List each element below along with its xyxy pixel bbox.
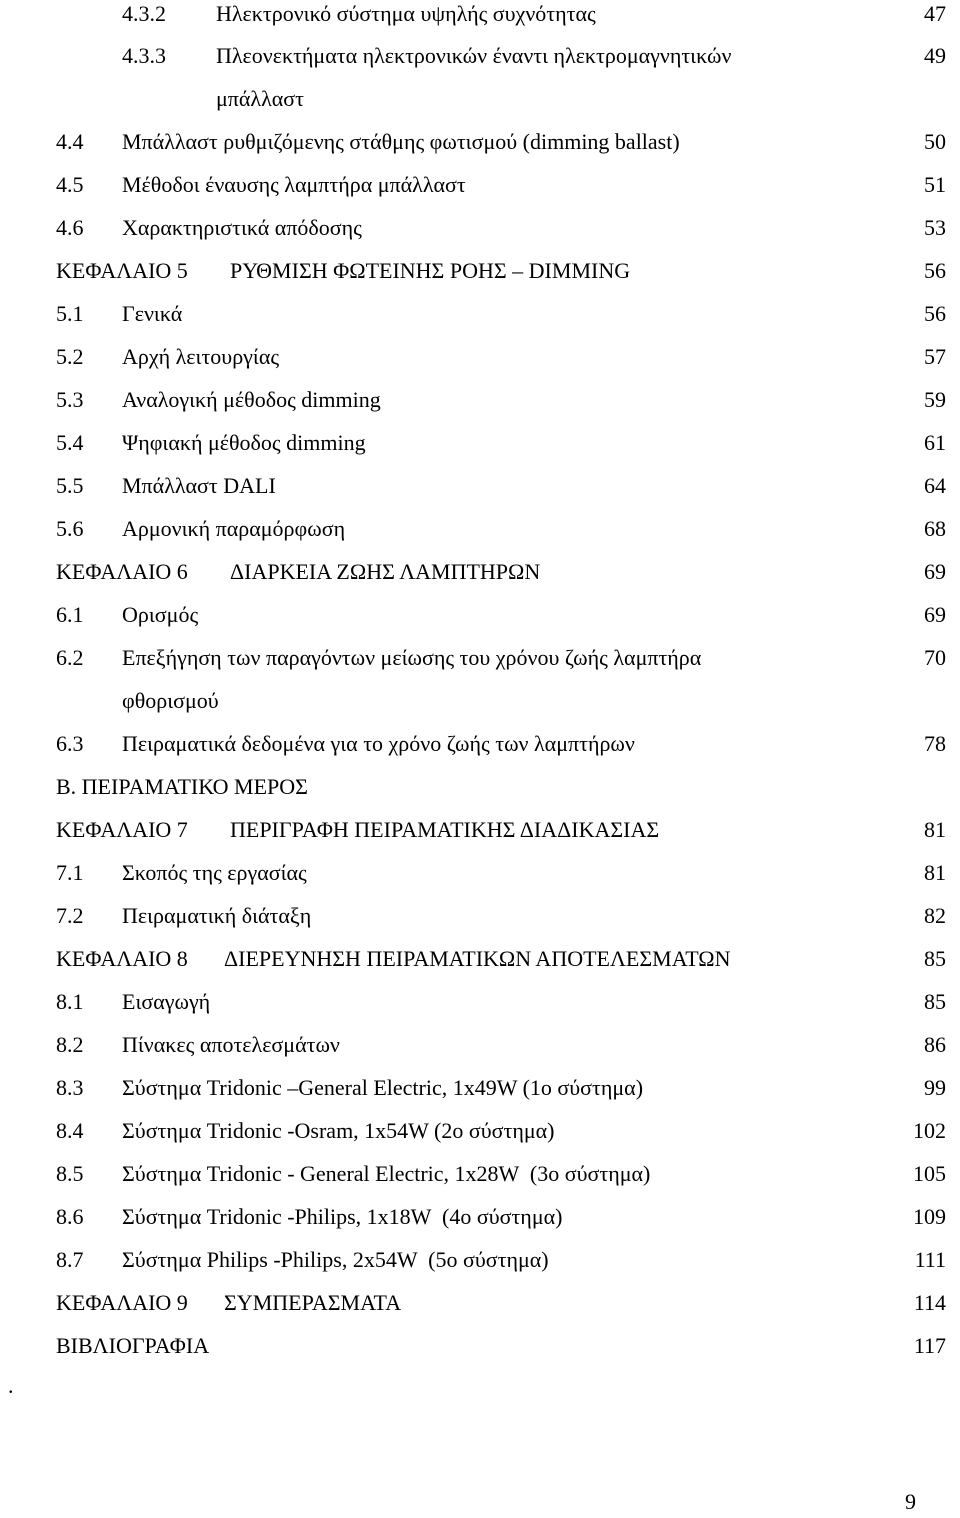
entry-page: 69 xyxy=(924,602,946,627)
toc-chapter xyxy=(0,255,960,287)
entry-title: Πειραματική διάταξη xyxy=(122,903,312,928)
toc-entry xyxy=(0,1158,960,1190)
chapter-title: ΔΙΑΡΚΕΙΑ ΖΩΗΣ ΛΑΜΠΤΗΡΩΝ xyxy=(230,559,541,584)
entry-title: Μπάλλαστ ρυθμιζόμενης στάθμης φωτισμού (dimming ballast) xyxy=(122,129,680,154)
toc-entry xyxy=(0,857,960,889)
entry-title: Αρμονική παραμόρφωση xyxy=(122,516,346,541)
entry-number: 5.1 xyxy=(56,301,84,326)
chapter-label: ΚΕΦΑΛΑΙΟ 5 xyxy=(56,258,188,283)
entry-number: 8.7 xyxy=(56,1247,84,1272)
entry-number: 8.3 xyxy=(56,1075,84,1100)
entry-number: 5.5 xyxy=(56,473,84,498)
entry-number: 4.6 xyxy=(56,215,84,240)
toc-entry xyxy=(0,384,960,416)
page-number: 9 xyxy=(905,1489,916,1514)
chapter-label: ΚΕΦΑΛΑΙΟ 7 xyxy=(56,817,188,842)
entry-number: 4.3.2 xyxy=(122,1,166,26)
entry-number: 5.3 xyxy=(56,387,84,412)
toc-entry-continuation xyxy=(0,685,960,717)
entry-page: 86 xyxy=(924,1032,946,1057)
entry-page: 99 xyxy=(924,1075,946,1100)
entry-title: Πίνακες αποτελεσμάτων xyxy=(122,1032,340,1057)
entry-page: 117 xyxy=(913,1333,946,1358)
entry-number: 6.3 xyxy=(56,731,84,756)
entry-title: Μέθοδοι έναυσης λαμπτήρα μπάλλαστ xyxy=(122,172,466,197)
entry-page: 61 xyxy=(924,430,946,455)
entry-page: 70 xyxy=(924,645,946,670)
toc-entry xyxy=(0,1244,960,1276)
entry-page: 53 xyxy=(924,215,946,240)
entry-page: 109 xyxy=(913,1204,946,1229)
entry-page: 82 xyxy=(924,903,946,928)
toc-entry xyxy=(0,599,960,631)
toc-chapter xyxy=(0,1330,960,1362)
entry-page: 56 xyxy=(924,258,946,283)
entry-number: 4.4 xyxy=(56,129,84,154)
entry-title: Ηλεκτρονικό σύστημα υψηλής συχνότητας xyxy=(216,1,596,26)
entry-title: Σύστημα Tridonic -Philips, 1x18W (4ο σύστημα) xyxy=(122,1204,563,1229)
entry-number: 8.1 xyxy=(56,989,84,1014)
entry-title: Σύστημα Philips -Philips, 2x54W (5ο σύστημα) xyxy=(122,1247,549,1272)
entry-title: Σύστημα Tridonic –General Electric, 1x49W (1ο σύστημα) xyxy=(122,1075,644,1100)
toc-chapter xyxy=(0,1287,960,1319)
toc-entry xyxy=(0,728,960,760)
toc-entry xyxy=(0,1201,960,1233)
chapter-label: ΚΕΦΑΛΑΙΟ 9 xyxy=(56,1290,188,1315)
toc-entry xyxy=(0,470,960,502)
toc-chapter xyxy=(0,943,960,975)
entry-title: Επεξήγηση των παραγόντων μείωσης του χρόνου ζωής λαμπτήρα xyxy=(122,645,702,670)
entry-title: Σύστημα Tridonic - General Electric, 1x28W (3ο σύστημα) xyxy=(122,1161,651,1186)
entry-page: 57 xyxy=(924,344,946,369)
entry-title: Εισαγωγή xyxy=(122,989,211,1014)
stray-mark: . xyxy=(8,1373,14,1398)
entry-title: Πλεονεκτήματα ηλεκτρονικών έναντι ηλεκτρομαγνητικών xyxy=(216,43,732,68)
toc-entry xyxy=(0,986,960,1018)
entry-title: Ψηφιακή μέθοδος dimming xyxy=(122,430,366,455)
entry-page: 78 xyxy=(924,731,946,756)
entry-page: 81 xyxy=(924,860,946,885)
entry-number: 4.3.3 xyxy=(122,43,166,68)
toc-chapter xyxy=(0,556,960,588)
entry-number: 7.1 xyxy=(56,860,84,885)
entry-number: 8.5 xyxy=(56,1161,84,1186)
entry-title: Μπάλλαστ DALI xyxy=(122,473,276,498)
entry-title: Χαρακτηριστικά απόδοσης xyxy=(122,215,362,240)
entry-page: 56 xyxy=(924,301,946,326)
entry-title: Σύστημα Tridonic -Osram, 1x54W (2ο σύστημα) xyxy=(122,1118,555,1143)
toc-entry xyxy=(0,1072,960,1104)
toc-entry xyxy=(0,1029,960,1061)
entry-page: 59 xyxy=(924,387,946,412)
entry-title: Αναλογική μέθοδος dimming xyxy=(122,387,381,412)
chapter-label: ΚΕΦΑΛΑΙΟ 6 xyxy=(56,559,188,584)
toc-entry xyxy=(0,341,960,373)
entry-page: 102 xyxy=(913,1118,946,1143)
entry-title: Πειραματικά δεδομένα για το χρόνο ζωής των λαμπτήρων xyxy=(122,731,635,756)
entry-page: 69 xyxy=(924,559,946,584)
entry-page: 81 xyxy=(924,817,946,842)
entry-number: 5.6 xyxy=(56,516,84,541)
entry-title: Ορισμός xyxy=(122,602,199,627)
entry-page: 51 xyxy=(924,172,946,197)
toc-entry-continuation xyxy=(0,83,960,115)
toc-part-heading xyxy=(0,771,960,803)
entry-number: 8.2 xyxy=(56,1032,84,1057)
entry-title-continued: φθορισμού xyxy=(122,688,219,713)
entry-title-continued: μπάλλαστ xyxy=(216,86,304,111)
chapter-title: ΠΕΡΙΓΡΑΦΗ ΠΕΙΡΑΜΑΤΙΚΗΣ ΔΙΑΔΙΚΑΣΙΑΣ xyxy=(230,817,660,842)
entry-page: 105 xyxy=(913,1161,946,1186)
chapter-title: ΡΥΘΜΙΣΗ ΦΩΤΕΙΝΗΣ ΡΟΗΣ – DIMMING xyxy=(230,258,631,283)
toc-entry xyxy=(0,513,960,545)
entry-page: 47 xyxy=(924,1,946,26)
entry-page: 85 xyxy=(924,946,946,971)
entry-title: Αρχή λειτουργίας xyxy=(122,344,280,369)
entry-page: 111 xyxy=(914,1247,946,1272)
toc-entry xyxy=(0,126,960,158)
toc-entry xyxy=(0,900,960,932)
entry-page: 49 xyxy=(924,43,946,68)
entry-number: 6.1 xyxy=(56,602,84,627)
entry-number: 5.4 xyxy=(56,430,84,455)
chapter-label: ΚΕΦΑΛΑΙΟ 8 xyxy=(56,946,188,971)
chapter-title: ΣΥΜΠΕΡΑΣΜΑΤΑ xyxy=(224,1290,402,1315)
toc-entry xyxy=(0,212,960,244)
toc-chapter xyxy=(0,814,960,846)
part-heading: B. ΠΕΙΡΑΜΑΤΙΚΟ ΜΕΡΟΣ xyxy=(56,774,308,799)
entry-page: 85 xyxy=(924,989,946,1014)
entry-page: 64 xyxy=(924,473,946,498)
toc-entry xyxy=(0,40,960,72)
entry-title: Σκοπός της εργασίας xyxy=(122,860,307,885)
entry-page: 114 xyxy=(913,1290,946,1315)
toc-entry xyxy=(0,642,960,674)
entry-number: 6.2 xyxy=(56,645,84,670)
entry-page: 68 xyxy=(924,516,946,541)
toc-entry xyxy=(0,169,960,201)
entry-number: 8.4 xyxy=(56,1118,84,1143)
entry-number: 8.6 xyxy=(56,1204,84,1229)
entry-page: 50 xyxy=(924,129,946,154)
toc-entry xyxy=(0,0,960,30)
toc-entry xyxy=(0,298,960,330)
toc-entry xyxy=(0,1115,960,1147)
bibliography-label: ΒΙΒΛΙΟΓΡΑΦΙΑ xyxy=(56,1333,210,1358)
entry-title: Γενικά xyxy=(122,301,183,326)
entry-number: 4.5 xyxy=(56,172,84,197)
entry-number: 5.2 xyxy=(56,344,84,369)
toc-entry xyxy=(0,427,960,459)
entry-number: 7.2 xyxy=(56,903,84,928)
chapter-title: ΔΙΕΡΕΥΝΗΣΗ ΠΕΙΡΑΜΑΤΙΚΩΝ ΑΠΟΤΕΛΕΣΜΑΤΩΝ xyxy=(224,946,731,971)
